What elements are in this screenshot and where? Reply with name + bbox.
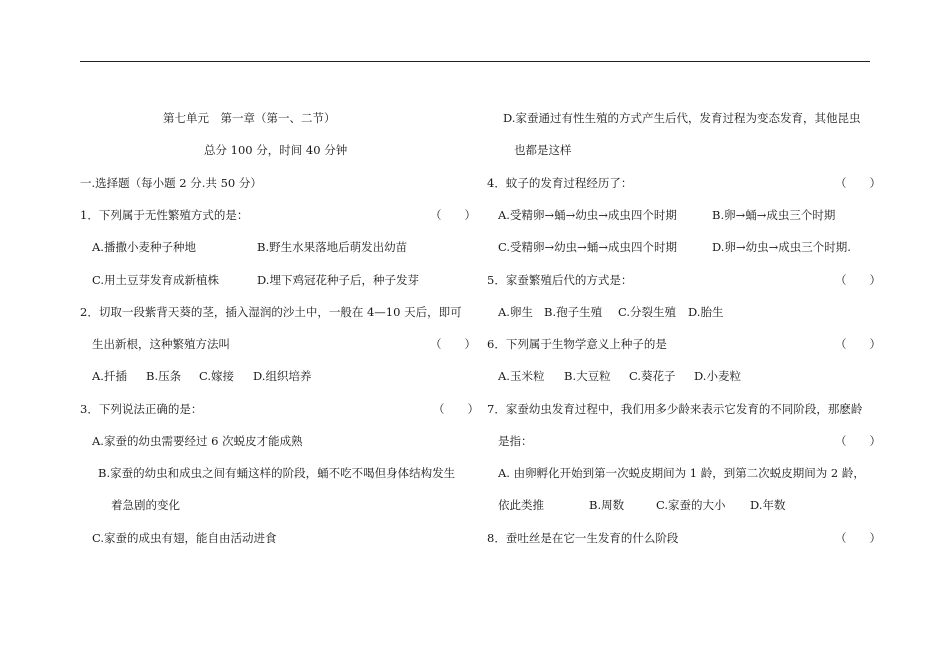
q5-option-d: D.胎生: [688, 305, 724, 319]
section-heading: 一.选择题（每小题 2 分.共 50 分）: [80, 176, 262, 190]
q5-option-c: C.分裂生殖: [618, 305, 677, 319]
q3-option-b-line2: 着急剧的变化: [111, 498, 180, 512]
q7-stem-line2: 是指：: [498, 434, 533, 448]
q6-answer-paren: （ ）: [835, 337, 881, 351]
q5-option-b: B.孢子生殖: [544, 305, 603, 319]
q4-option-a: A.受精卵→蛹→幼虫→成虫四个时期: [498, 208, 677, 222]
q6-option-d: D.小麦粒: [694, 369, 741, 383]
q6-option-a: A.玉米粒: [498, 369, 545, 383]
q7-option-a-line2: 依此类推: [498, 498, 544, 512]
q2-option-b: B.压条: [146, 369, 182, 383]
q2-option-a: A.扦插: [92, 369, 127, 383]
q4-answer-paren: （ ）: [835, 176, 881, 190]
q2-stem-line1: 2．切取一段紫背天葵的茎，插入湿润的沙土中，一般在 4—10 天后，即可: [80, 305, 462, 319]
q6-option-b: B.大豆粒: [564, 369, 611, 383]
q5-option-a: A.卵生: [498, 305, 533, 319]
q3-option-a: A.家蚕的幼虫需要经过 6 次蜕皮才能成熟: [92, 434, 303, 448]
q1-option-b: B.野生水果落地后萌发出幼苗: [257, 240, 408, 254]
q3-option-d-line2: 也都是这样: [514, 143, 572, 157]
q7-option-c: C.家蚕的大小: [656, 498, 726, 512]
q4-option-c: C.受精卵→幼虫→蛹→成虫四个时期: [498, 240, 677, 254]
q3-option-c: C.家蚕的成虫有翅，能自由活动进食: [92, 531, 277, 545]
q3-answer-paren: （ ）: [433, 402, 479, 416]
q4-option-b: B.卵→蛹→成虫三个时期: [712, 208, 836, 222]
q5-stem: 5．家蚕繁殖后代的方式是：: [487, 273, 633, 287]
q7-stem-line1: 7．家蚕幼虫发育过程中，我们用多少龄来表示它发育的不同阶段，那麽龄: [487, 402, 863, 416]
page-title: 第七单元 第一章（第一、二节）: [163, 111, 336, 125]
q1-option-c: C.用土豆芽发育成新植株: [92, 273, 220, 287]
q1-answer-paren: （ ）: [430, 208, 476, 222]
q1-option-d: D.埋下鸡冠花种子后，种子发芽: [257, 273, 419, 287]
q6-option-c: C.葵花子: [629, 369, 676, 383]
q3-stem: 3．下列说法正确的是：: [80, 402, 203, 416]
q2-option-d: D.组织培养: [253, 369, 312, 383]
q7-answer-paren: （ ）: [835, 434, 881, 448]
q5-answer-paren: （ ）: [835, 273, 881, 287]
q2-stem-line2: 生出新根，这种繁殖方法叫: [92, 337, 230, 351]
q1-option-a: A.播撒小麦种子种地: [92, 240, 196, 254]
q1-stem: 1．下列属于无性繁殖方式的是：: [80, 208, 249, 222]
q3-option-d-line1: D.家蚕通过有性生殖的方式产生后代，发育过程为变态发育，其他昆虫: [503, 111, 861, 125]
q8-answer-paren: （ ）: [835, 531, 881, 545]
q4-stem: 4．蚊子的发育过程经历了：: [487, 176, 633, 190]
q2-option-c: C.嫁接: [199, 369, 235, 383]
q6-stem: 6．下列属于生物学意义上种子的是: [487, 337, 667, 351]
q7-option-d: D.年数: [750, 498, 786, 512]
page-subtitle: 总分 100 分，时间 40 分钟: [204, 143, 348, 157]
q7-option-b: B.周数: [589, 498, 625, 512]
q4-option-d: D.卵→幼虫→成虫三个时期.: [712, 240, 851, 254]
q3-option-b-line1: B.家蚕的幼虫和成虫之间有蛹这样的阶段，蛹不吃不喝但身体结构发生: [98, 466, 456, 480]
q8-stem: 8．蚕吐丝是在它一生发育的什么阶段: [487, 531, 679, 545]
q7-option-a-line1: A. 由卵孵化开始到第一次蜕皮期间为 1 龄，到第二次蜕皮期间为 2 龄，: [498, 466, 865, 480]
q2-answer-paren: （ ）: [430, 337, 476, 351]
header-rule: [80, 61, 870, 62]
